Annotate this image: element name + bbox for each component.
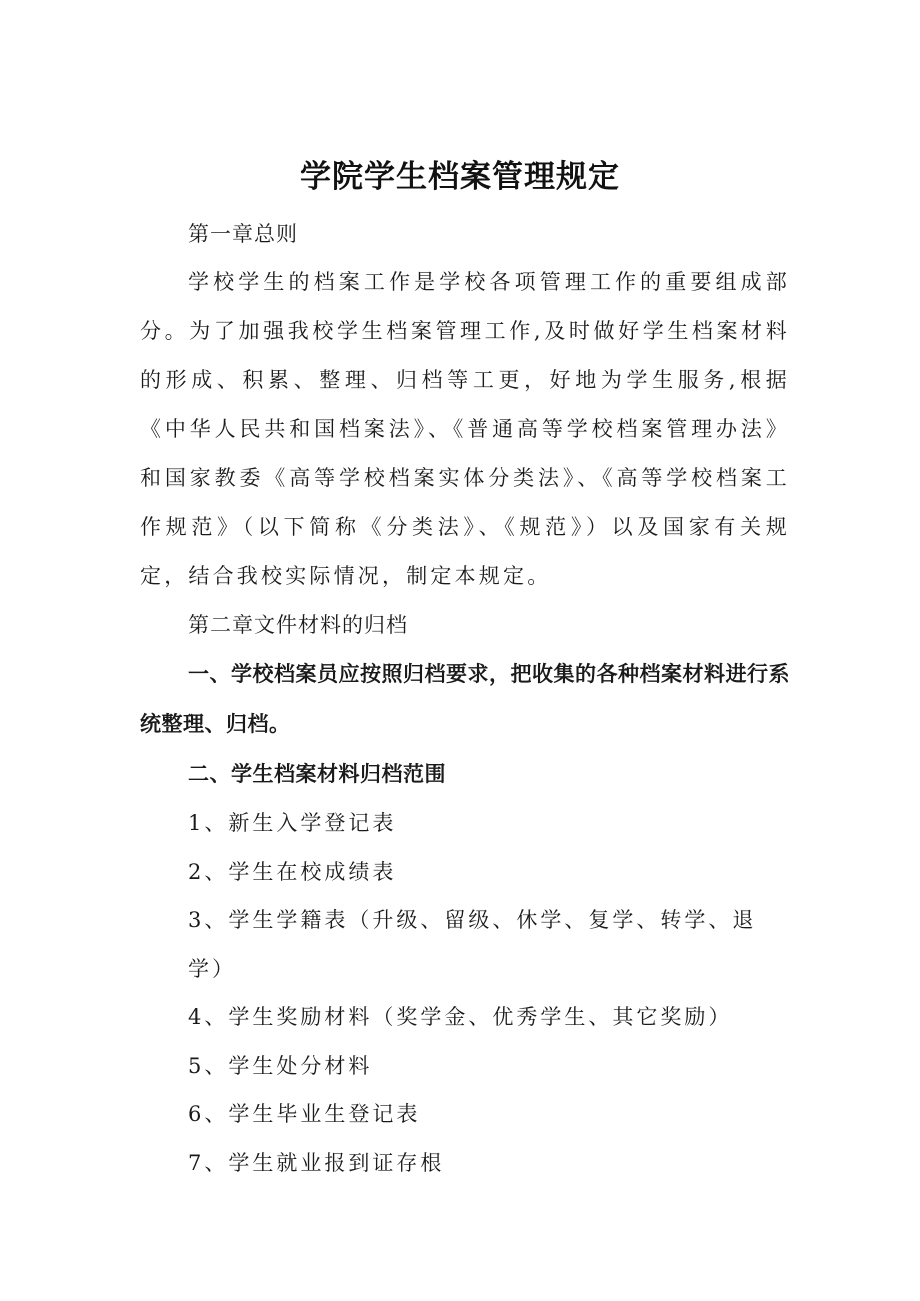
list-item: 5、学生处分材料 xyxy=(188,1053,373,1078)
document-body xyxy=(140,210,790,1187)
section-1-paragraph: 一、学校档案员应按照归档要求，把收集的各种档案材料进行系统整理、归档。 xyxy=(140,662,790,736)
chapter-2-heading: 第二章文件材料的归档 xyxy=(188,613,408,637)
chapter-1-heading: 第一章总则 xyxy=(188,222,298,246)
document-title: 学院学生档案管理规定 xyxy=(300,158,620,195)
list-item: 1、新生入学登记表 xyxy=(188,811,397,835)
list-item: 3、学生学籍表（升级、留级、休学、复学、转学、退学） xyxy=(188,908,757,981)
list-item: 7、学生就业报到证存根 xyxy=(188,1150,445,1175)
section-2-heading: 二、学生档案材料归档范围 xyxy=(188,762,446,786)
list-item: 2、学生在校成绩表 xyxy=(188,859,397,884)
list-item: 6、学生毕业生登记表 xyxy=(188,1102,421,1126)
chapter-1-paragraph: 学校学生的档案工作是学校各项管理工作的重要组成部分。为了加强我校学生档案管理工作,及时做好学生档案材料的形成、积累、整理、归档等工更，好地为学生服务,根据《中华人民共和国档案法》、《普通高等学校档案管理办法》和国家教委《高等学校档案实体分类法》、《高等学校档案工作规范》（以下简称《分类法》、《规范》）以及国家有关规定，结合我校实际情况，制定本规定。 xyxy=(140,270,790,588)
list-item: 4、学生奖励材料（奖学金、优秀学生、其它奖励） xyxy=(188,1005,733,1029)
